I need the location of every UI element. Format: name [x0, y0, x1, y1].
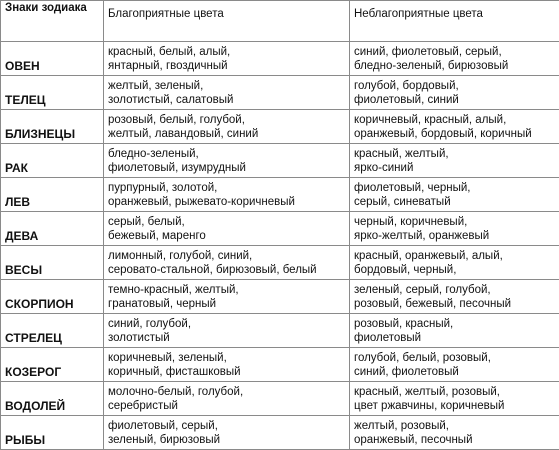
favorable-colors-line: лимонный, голубой, синий, [108, 249, 253, 262]
favorable-colors-line: серый, белый, [108, 215, 185, 228]
unfavorable-colors-cell [350, 348, 559, 382]
zodiac-sign-cell: ВЕСЫ [1, 246, 104, 280]
table-row [1, 348, 559, 382]
unfavorable-colors-line: коричневый, красный, алый, [354, 113, 507, 126]
unfavorable-colors-line: зеленый, серый, голубой, [354, 283, 491, 296]
favorable-colors-line: желтый, лавандовый, синий [108, 127, 259, 140]
unfavorable-colors-line: черный, коричневый, [354, 215, 468, 228]
unfavorable-colors-cell [350, 42, 559, 76]
unfavorable-colors-cell [350, 144, 559, 178]
favorable-colors-line: серовато-стальной, бирюзовый, белый [108, 263, 317, 276]
header-favorable-colors: Благоприятные цвета [104, 1, 350, 42]
favorable-colors-line: желтый, зеленый, [108, 79, 204, 92]
favorable-colors-cell [104, 76, 350, 110]
table-row [1, 280, 559, 314]
favorable-colors-line: синий, голубой, [108, 317, 192, 330]
favorable-colors-cell [104, 246, 350, 280]
unfavorable-colors-line: красный, желтый, [354, 147, 449, 160]
unfavorable-colors-cell [350, 416, 559, 450]
unfavorable-colors-line: красный, оранжевый, алый, [354, 249, 503, 262]
favorable-colors-line: пурпурный, золотой, [108, 181, 218, 194]
favorable-colors-line: фиолетовый, серый, [108, 419, 218, 432]
unfavorable-colors-line: голубой, белый, розовый, [354, 351, 491, 364]
favorable-colors-line: молочно-белый, голубой, [108, 385, 244, 398]
zodiac-sign-cell: БЛИЗНЕЦЫ [1, 110, 104, 144]
favorable-colors-line: бежевый, маренго [108, 229, 206, 242]
favorable-colors-line: темно-красный, желтый, [108, 283, 239, 296]
favorable-colors-cell [104, 110, 350, 144]
unfavorable-colors-line: серый, синеватый [354, 195, 451, 208]
zodiac-sign-cell: СТРЕЛЕЦ [1, 314, 104, 348]
favorable-colors-line: розовый, белый, голубой, [108, 113, 245, 126]
zodiac-sign-cell: ТЕЛЕЦ [1, 76, 104, 110]
favorable-colors-line: зеленый, бирюзовый [108, 433, 221, 446]
unfavorable-colors-line: розовый, бежевый, песочный [354, 297, 512, 310]
unfavorable-colors-line: голубой, бордовый, [354, 79, 459, 92]
unfavorable-colors-line: бледно-зеленый, бирюзовый [354, 59, 509, 72]
unfavorable-colors-line: цвет ржавчины, коричневый [354, 399, 505, 412]
table-row [1, 110, 559, 144]
favorable-colors-cell [104, 212, 350, 246]
favorable-colors-cell [104, 280, 350, 314]
table-row [1, 314, 559, 348]
unfavorable-colors-line: ярко-желтый, оранжевый [354, 229, 490, 242]
zodiac-sign-cell: СКОРПИОН [1, 280, 104, 314]
zodiac-sign-cell: РЫБЫ [1, 416, 104, 450]
table-row [1, 42, 559, 76]
unfavorable-colors-line: ярко-синий [354, 161, 414, 174]
zodiac-sign-cell: ОВЕН [1, 42, 104, 76]
table-row [1, 178, 559, 212]
unfavorable-colors-line: синий, фиолетовый, серый, [354, 45, 502, 58]
favorable-colors-cell [104, 314, 350, 348]
favorable-colors-line: оранжевый, рыжевато-коричневый [108, 195, 295, 208]
favorable-colors-line: гранатовый, черный [108, 297, 217, 310]
unfavorable-colors-cell [350, 280, 559, 314]
table-row [1, 76, 559, 110]
table-row [1, 416, 559, 450]
unfavorable-colors-cell [350, 76, 559, 110]
unfavorable-colors-line: фиолетовый, черный, [354, 181, 471, 194]
favorable-colors-line: золотистый, салатовый [108, 93, 234, 106]
unfavorable-colors-line: оранжевый, бордовый, коричный [354, 127, 532, 140]
favorable-colors-line: бледно-зеленый, [108, 147, 199, 160]
header-unfavorable-colors: Неблагоприятные цвета [350, 1, 559, 42]
unfavorable-colors-cell [350, 314, 559, 348]
unfavorable-colors-cell [350, 246, 559, 280]
unfavorable-colors-line: желтый, розовый, [354, 419, 449, 432]
favorable-colors-cell [104, 42, 350, 76]
unfavorable-colors-line: розовый, красный, [354, 317, 454, 330]
unfavorable-colors-cell [350, 212, 559, 246]
unfavorable-colors-line: бордовый, черный, [354, 263, 457, 276]
zodiac-sign-cell: КОЗЕРОГ [1, 348, 104, 382]
unfavorable-colors-line: красный, желтый, розовый, [354, 385, 500, 398]
zodiac-sign-cell: ВОДОЛЕЙ [1, 382, 104, 416]
header-row [1, 1, 559, 42]
unfavorable-colors-line: синий, фиолетовый [354, 365, 459, 378]
zodiac-sign-cell: ЛЕВ [1, 178, 104, 212]
unfavorable-colors-line: фиолетовый, синий [354, 93, 459, 106]
zodiac-sign-cell: РАК [1, 144, 104, 178]
favorable-colors-line: золотистый [108, 331, 170, 344]
table-body [1, 42, 559, 450]
favorable-colors-cell [104, 382, 350, 416]
favorable-colors-line: фиолетовый, изумрудный [108, 161, 246, 174]
favorable-colors-line: янтарный, гвоздичный [108, 59, 228, 72]
table-row [1, 212, 559, 246]
unfavorable-colors-line: фиолетовый [354, 331, 422, 344]
unfavorable-colors-cell [350, 110, 559, 144]
favorable-colors-cell [104, 348, 350, 382]
favorable-colors-cell [104, 416, 350, 450]
unfavorable-colors-cell [350, 382, 559, 416]
zodiac-sign-cell: ДЕВА [1, 212, 104, 246]
table-row [1, 144, 559, 178]
table-row [1, 382, 559, 416]
unfavorable-colors-line: оранжевый, песочный [354, 433, 473, 446]
favorable-colors-line: серебристый [108, 399, 178, 412]
favorable-colors-line: красный, белый, алый, [108, 45, 231, 58]
favorable-colors-line: коричневый, зеленый, [108, 351, 227, 364]
favorable-colors-cell [104, 144, 350, 178]
unfavorable-colors-cell [350, 178, 559, 212]
header-zodiac-signs: Знаки зодиака [1, 1, 104, 42]
favorable-colors-line: коричный, фисташковый [108, 365, 241, 378]
table-row [1, 246, 559, 280]
favorable-colors-cell [104, 178, 350, 212]
